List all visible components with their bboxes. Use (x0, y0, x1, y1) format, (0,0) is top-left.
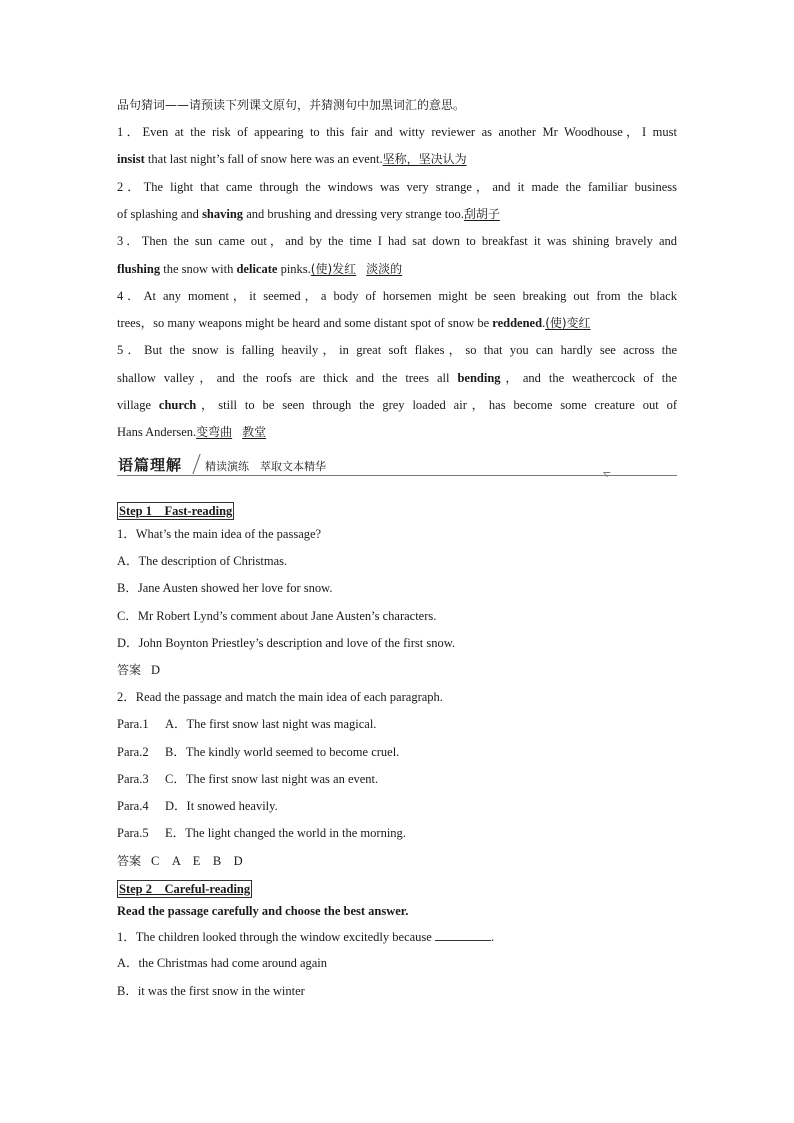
sentence-4-line-2: trees，so many weapons might be heard and some distant spot of snow be reddened.(使)变红 (117, 316, 591, 330)
section-rule (117, 475, 677, 476)
step1-q1-option-a: A．The description of Christmas. (117, 554, 288, 568)
match-row-3: Para.3 C．The first snow last night was an event. (117, 772, 379, 786)
step-1-heading (117, 502, 677, 520)
section-subtitle: 精读演练 萃取文本精华 (205, 460, 326, 473)
sentence-3-line-2: flushing the snow with delicate pinks.(使)发红 淡淡的 (117, 262, 403, 276)
sentence-5-line-4: Hans Andersen.变弯曲 教堂 (117, 425, 267, 439)
match-row-2: Para.2 B．The kindly world seemed to become cruel. (117, 745, 400, 759)
step1-q1-option-d: D．John Boynton Priestley’s description and love of the first snow. (117, 636, 456, 650)
keyword-shaving: shaving (202, 207, 244, 221)
keyword-insist: insist (117, 152, 145, 166)
step-2-label: Step 2 Careful-reading (119, 882, 251, 896)
keyword-reddened: reddened (492, 316, 543, 330)
answer-5b: 教堂 (242, 425, 267, 439)
step-1-label: Step 1 Fast-reading (119, 504, 233, 518)
step2-instruction: Read the passage carefully and choose the best answer. (117, 904, 409, 918)
keyword-flushing: flushing (117, 262, 161, 276)
section-divider-slash (192, 454, 200, 474)
step2-q1-option-a: A．the Christmas had come around again (117, 956, 328, 970)
answer-3b: 淡淡的 (366, 262, 403, 276)
answer-5a: 变弯曲 (196, 425, 233, 439)
sentence-2-line-2: of splashing and shaving and brushing and dressing very strange too.刮胡子 (117, 207, 500, 221)
match-row-1: Para.1 A．The first snow last night was magical. (117, 717, 377, 731)
step1-q1-option-c: C．Mr Robert Lynd’s comment about Jane Austen’s characters. (117, 609, 437, 623)
intro-instruction: 品句猜词——请预读下列课文原句，并猜测句中加黑词汇的意思。 (117, 98, 466, 112)
answer-blank[interactable] (435, 928, 491, 941)
step1-q1-answer: 答案 D (117, 663, 161, 677)
sentence-2-line-1: 2．The light that came through the windows was very strange，and it made the familiar business (117, 180, 677, 194)
step1-question-2: 2．Read the passage and match the main idea of each paragraph. (117, 690, 443, 704)
step2-question-1: 1．The children looked through the window excitedly because . (117, 930, 495, 944)
step2-q1-option-b: B．it was the first snow in the winter (117, 984, 305, 998)
section-title: 语篇理解 (118, 456, 183, 474)
match-row-4: Para.4 D．It snowed heavily. (117, 799, 278, 813)
keyword-church: church (158, 398, 197, 412)
section-rule-tick (603, 472, 614, 477)
answer-4: (使)变红 (545, 316, 591, 330)
step1-question-1: 1．What’s the main idea of the passage? (117, 527, 322, 541)
keyword-bending: bending (457, 371, 501, 385)
step1-q1-option-b: B．Jane Austen showed her love for snow. (117, 581, 333, 595)
sentence-5-line-2: shallow valley，and the roofs are thick and the trees all bending，and the weathercock of the (117, 371, 677, 385)
sentence-1-line-2: insist that last night’s fall of snow here was an event.坚称，坚决认为 (117, 152, 467, 166)
keyword-delicate: delicate (236, 262, 278, 276)
sentence-3-line-1: 3．Then the sun came out，and by the time I had sat down to breakfast it was shining bravely and (117, 234, 677, 248)
sentence-5-line-3: village church，still to be seen through the grey loaded air，has become some creature out of (117, 398, 677, 412)
section-header (117, 452, 677, 478)
sentence-1-line-1: 1．Even at the risk of appearing to this fair and witty reviewer as another Mr Woodhouse，I must (117, 125, 677, 139)
answer-2: 刮胡子 (463, 207, 500, 221)
match-row-5: Para.5 E．The light changed the world in the morning. (117, 826, 406, 840)
step-2-heading (117, 880, 677, 898)
sentence-4-line-1: 4．At any moment，it seemed，a body of horsemen might be seen breaking out from the black (117, 289, 677, 303)
answer-1: 坚称，坚决认为 (382, 152, 467, 166)
answer-3a: (使)发红 (310, 262, 357, 276)
step1-q2-answer: 答案 C A E B D (117, 854, 243, 868)
sentence-5-line-1: 5．But the snow is falling heavily，in great soft flakes，so that you can hardly see across the (117, 343, 677, 357)
